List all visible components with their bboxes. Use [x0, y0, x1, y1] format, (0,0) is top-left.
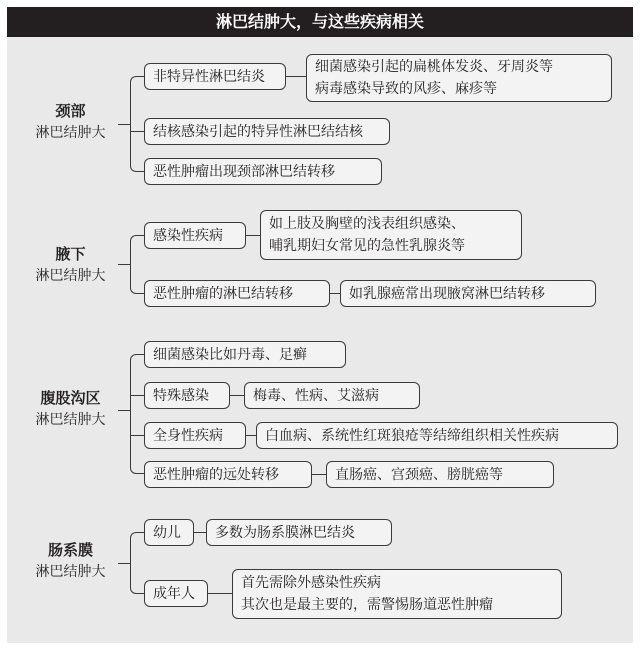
- item-box: [144, 222, 246, 249]
- detail-box: [244, 382, 420, 409]
- detail-line: 如上肢及胸壁的浅表组织感染、: [269, 216, 465, 232]
- item-box: [144, 63, 286, 90]
- connector: [130, 532, 144, 563]
- item-label: 成年人: [153, 585, 195, 602]
- connector: [130, 131, 144, 132]
- connector: [230, 395, 244, 396]
- section-label-mesentery: [18, 539, 123, 583]
- section-subtitle: 淋巴结肿大: [35, 125, 106, 141]
- connector: [130, 435, 144, 436]
- item-label: 全身性疾病: [153, 427, 223, 444]
- detail-line: 白血病、系统性红斑狼疮等结缔组织相关性疾病: [265, 427, 559, 444]
- connector: [130, 76, 144, 124]
- connector: [208, 593, 232, 594]
- detail-line: 其次也是最主要的，需警惕肠道恶性肿瘤: [241, 597, 493, 613]
- item-label: 特殊感染: [153, 387, 209, 404]
- detail-box: [260, 210, 522, 260]
- item-label: 感染性疾病: [153, 227, 223, 244]
- item-box: [144, 461, 312, 488]
- diagram-title: 淋巴结肿大，与这些疾病相关: [7, 7, 633, 37]
- connector: [312, 474, 326, 475]
- detail-box: [326, 461, 554, 488]
- connector: [286, 76, 306, 77]
- section-name: 肠系膜: [47, 541, 93, 559]
- connector: [194, 532, 206, 533]
- item-box: [144, 422, 246, 449]
- item-box: [144, 158, 382, 185]
- detail-box: [340, 280, 596, 307]
- detail-box: [256, 422, 618, 449]
- item-label: 细菌感染比如丹毒、足癣: [153, 346, 307, 363]
- connector: [330, 293, 340, 294]
- detail-box: [206, 519, 392, 546]
- detail-line: 病毒感染导致的风疹、麻疹等: [315, 81, 497, 97]
- section-label-armpit: [18, 243, 123, 287]
- item-box: [144, 118, 390, 145]
- section-subtitle: 淋巴结肿大: [35, 268, 106, 284]
- connector: [130, 410, 144, 474]
- item-label: 恶性肿瘤的远处转移: [153, 466, 279, 483]
- connector: [246, 235, 260, 236]
- connector: [130, 395, 144, 396]
- item-label: 恶性肿瘤的淋巴结转移: [153, 285, 293, 302]
- detail-box: [232, 569, 562, 619]
- detail-line: 首先需除外感染性疾病: [241, 575, 381, 591]
- connector: [246, 435, 256, 436]
- connector: [118, 264, 130, 265]
- detail-line: 哺乳期妇女常见的急性乳腺炎等: [269, 238, 465, 254]
- connector: [130, 354, 144, 410]
- section-label-groin: [18, 387, 123, 431]
- detail-line: 多数为肠系膜淋巴结炎: [215, 524, 355, 541]
- detail-box: [306, 54, 612, 102]
- detail-line: 梅毒、性病、艾滋病: [253, 387, 379, 404]
- item-label: 幼儿: [153, 524, 181, 541]
- item-label: 结核感染引起的特异性淋巴结结核: [153, 123, 363, 140]
- detail-line: 如乳腺癌常出现腋窝淋巴结转移: [349, 285, 545, 302]
- connector: [118, 563, 130, 564]
- connector: [130, 235, 144, 264]
- section-label-neck: [18, 100, 123, 144]
- detail-line: 直肠癌、宫颈癌、膀胱癌等: [335, 466, 503, 483]
- section-subtitle: 淋巴结肿大: [35, 564, 106, 580]
- detail-line: 细菌感染引起的扁桃体发炎、牙周炎等: [315, 59, 553, 75]
- connector: [118, 410, 130, 411]
- section-name: 腹股沟区: [40, 389, 101, 407]
- section-name: 颈部: [55, 102, 86, 120]
- connector: [118, 124, 130, 125]
- item-box: [144, 280, 330, 307]
- section-name: 腋下: [55, 245, 86, 263]
- item-box: [144, 580, 208, 607]
- connector: [130, 563, 144, 594]
- item-label: 恶性肿瘤出现颈部淋巴结转移: [153, 163, 335, 180]
- item-box: [144, 382, 230, 409]
- section-subtitle: 淋巴结肿大: [35, 412, 106, 428]
- item-label: 非特异性淋巴结炎: [153, 68, 265, 85]
- item-box: [144, 519, 194, 546]
- item-box: [144, 341, 346, 368]
- connector: [130, 264, 144, 294]
